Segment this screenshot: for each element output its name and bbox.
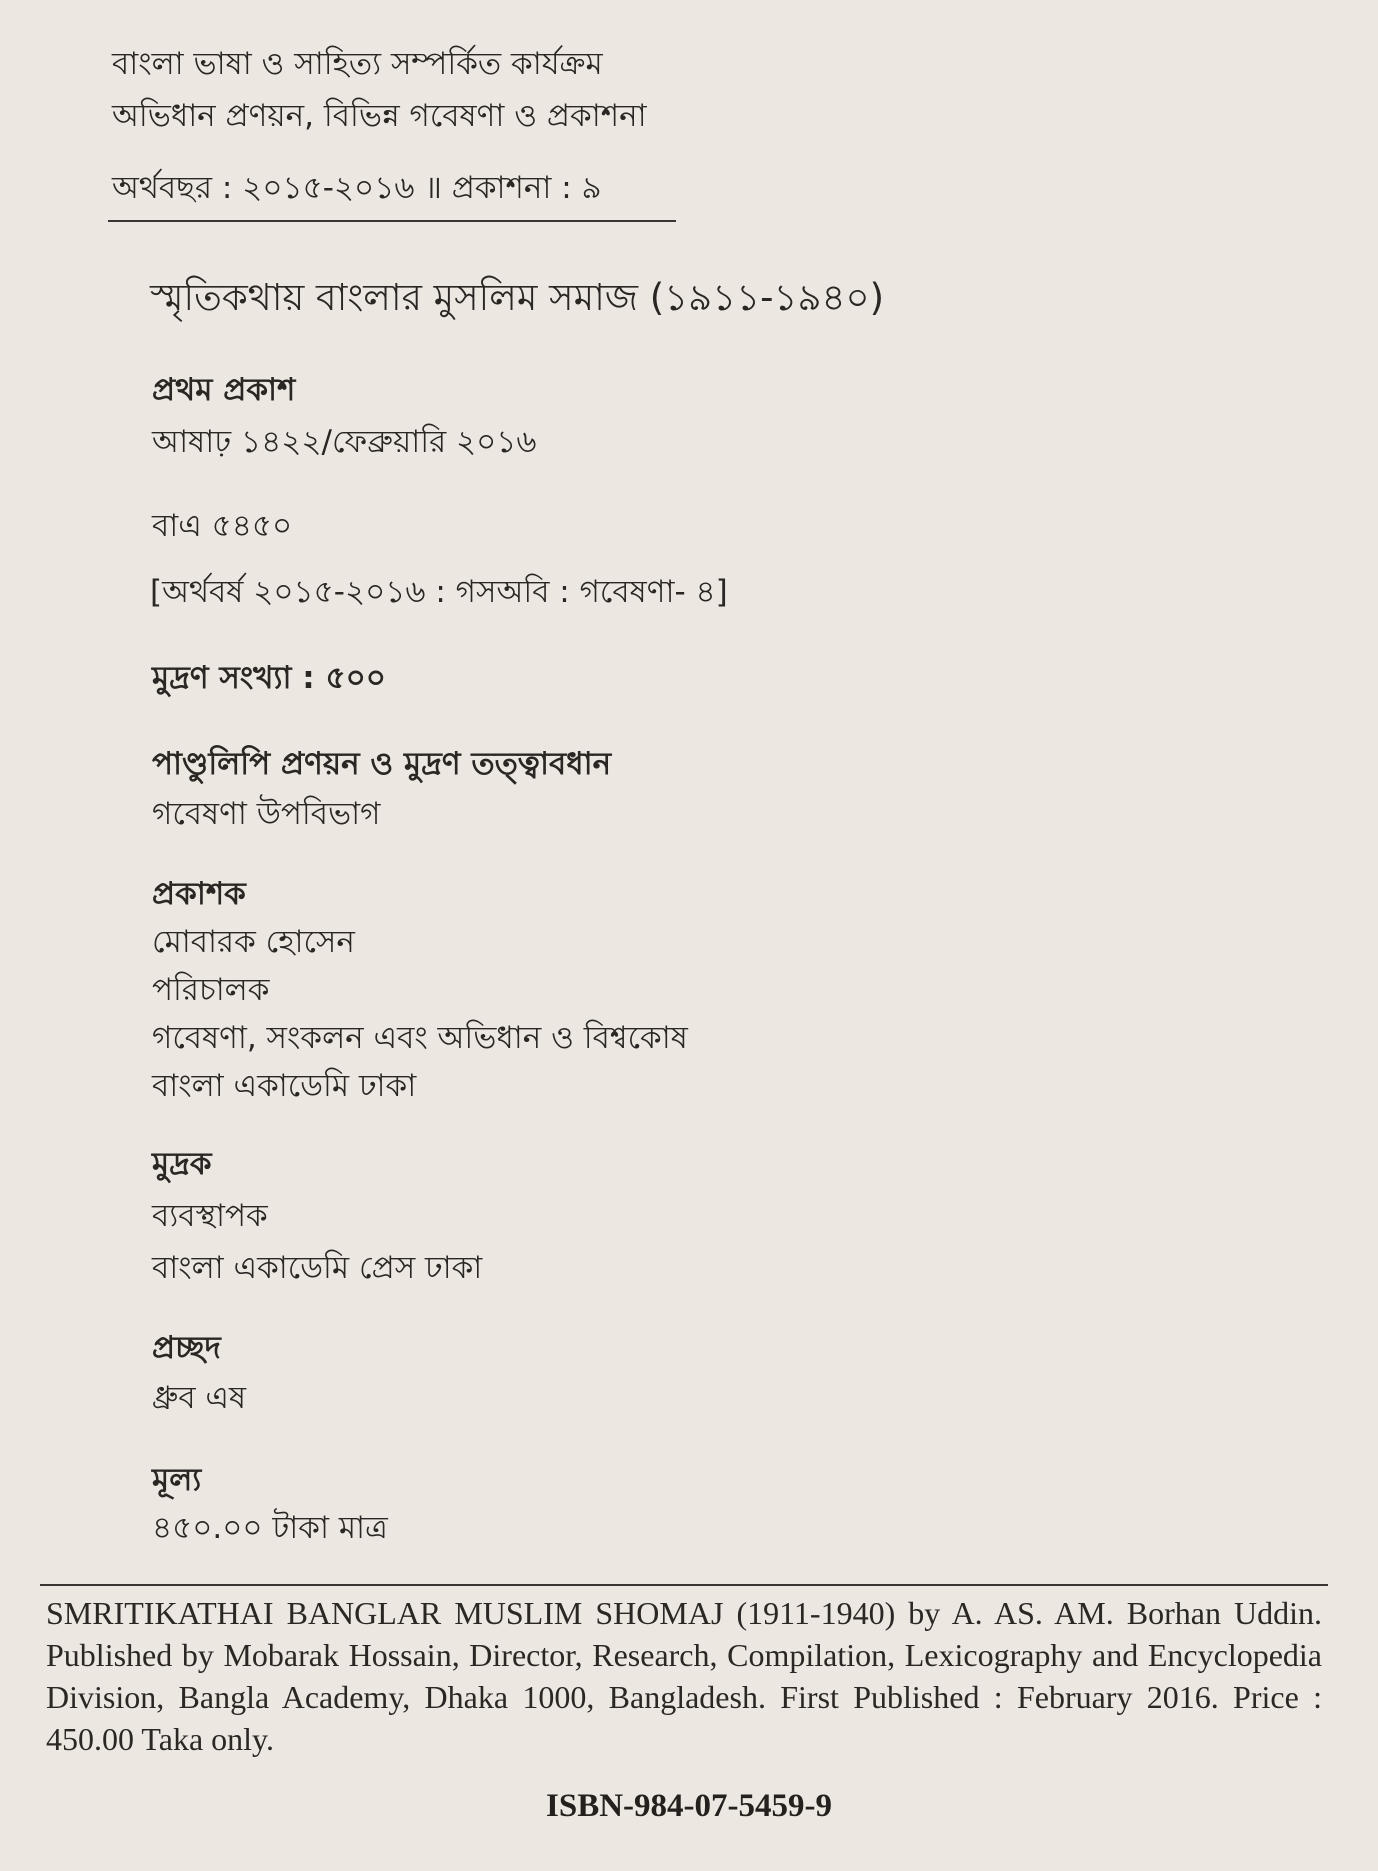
publisher-division: গবেষণা, সংকলন এবং অভিধান ও বিশ্বকোষ	[152, 1020, 688, 1056]
catalog-number: বাএ ৫৪৫০	[152, 508, 293, 544]
activity-line: অভিধান প্রণয়ন, বিভিন্ন গবেষণা ও প্রকাশনা	[112, 98, 647, 134]
book-title: স্মৃতিকথায় বাংলার মুসলিম সমাজ (১৯১১-১৯৪০)	[150, 276, 885, 319]
publisher-name: মোবারক হোসেন	[152, 924, 355, 960]
first-edition-label: প্রথম প্রকাশ	[152, 372, 296, 408]
catalog-reference: [অর্থবর্ষ ২০১৫-২০১৬ : গসঅবি : গবেষণা- ৪]	[150, 574, 728, 610]
program-line: বাংলা ভাষা ও সাহিত্য সম্পর্কিত কার্যক্রম	[112, 46, 603, 82]
isbn: ISBN-984-07-5459-9	[546, 1788, 832, 1824]
publisher-org: বাংলা একাডেমি ঢাকা	[152, 1068, 417, 1104]
price-value: ৪৫০.০০ টাকা মাত্র	[152, 1510, 388, 1546]
cover-artist: ধ্রুব এষ	[152, 1380, 247, 1416]
manuscript-value: গবেষণা উপবিভাগ	[152, 796, 381, 832]
print-run: মুদ্রণ সংখ্যা : ৫০০	[152, 660, 386, 696]
printer-org: বাংলা একাডেমি প্রেস ঢাকা	[152, 1250, 483, 1286]
english-imprint: SMRITIKATHAI BANGLAR MUSLIM SHOMAJ (1911-1940) by A. AS. AM. Borhan Uddin. Published by Mobarak Hossain, Director, Research, Compilation, Lexicography and Encyclopedia Division, Bangla Academy, Dhaka 1000, Bangladesh. First Published : February 2016. Price : 450.00 Taka only.	[46, 1595, 1322, 1757]
publisher-title: পরিচালক	[152, 972, 270, 1008]
printer-label: মুদ্রক	[152, 1146, 212, 1182]
manuscript-label: পাণ্ডুলিপি প্রণয়ন ও মুদ্রণ তত্ত্বাবধান	[152, 746, 612, 782]
fiscal-line: অর্থবছর : ২০১৫-২০১৬ ॥ প্রকাশনা : ৯	[112, 170, 602, 206]
cover-label: প্রচ্ছদ	[152, 1330, 221, 1366]
header-divider	[108, 220, 676, 222]
first-edition-date: আষাঢ় ১৪২২/ফেব্রুয়ারি ২০১৬	[152, 424, 537, 460]
publisher-label: প্রকাশক	[152, 876, 246, 912]
price-label: মূল্য	[152, 1462, 202, 1498]
footer-divider	[40, 1584, 1328, 1586]
printer-title: ব্যবস্থাপক	[152, 1198, 268, 1234]
